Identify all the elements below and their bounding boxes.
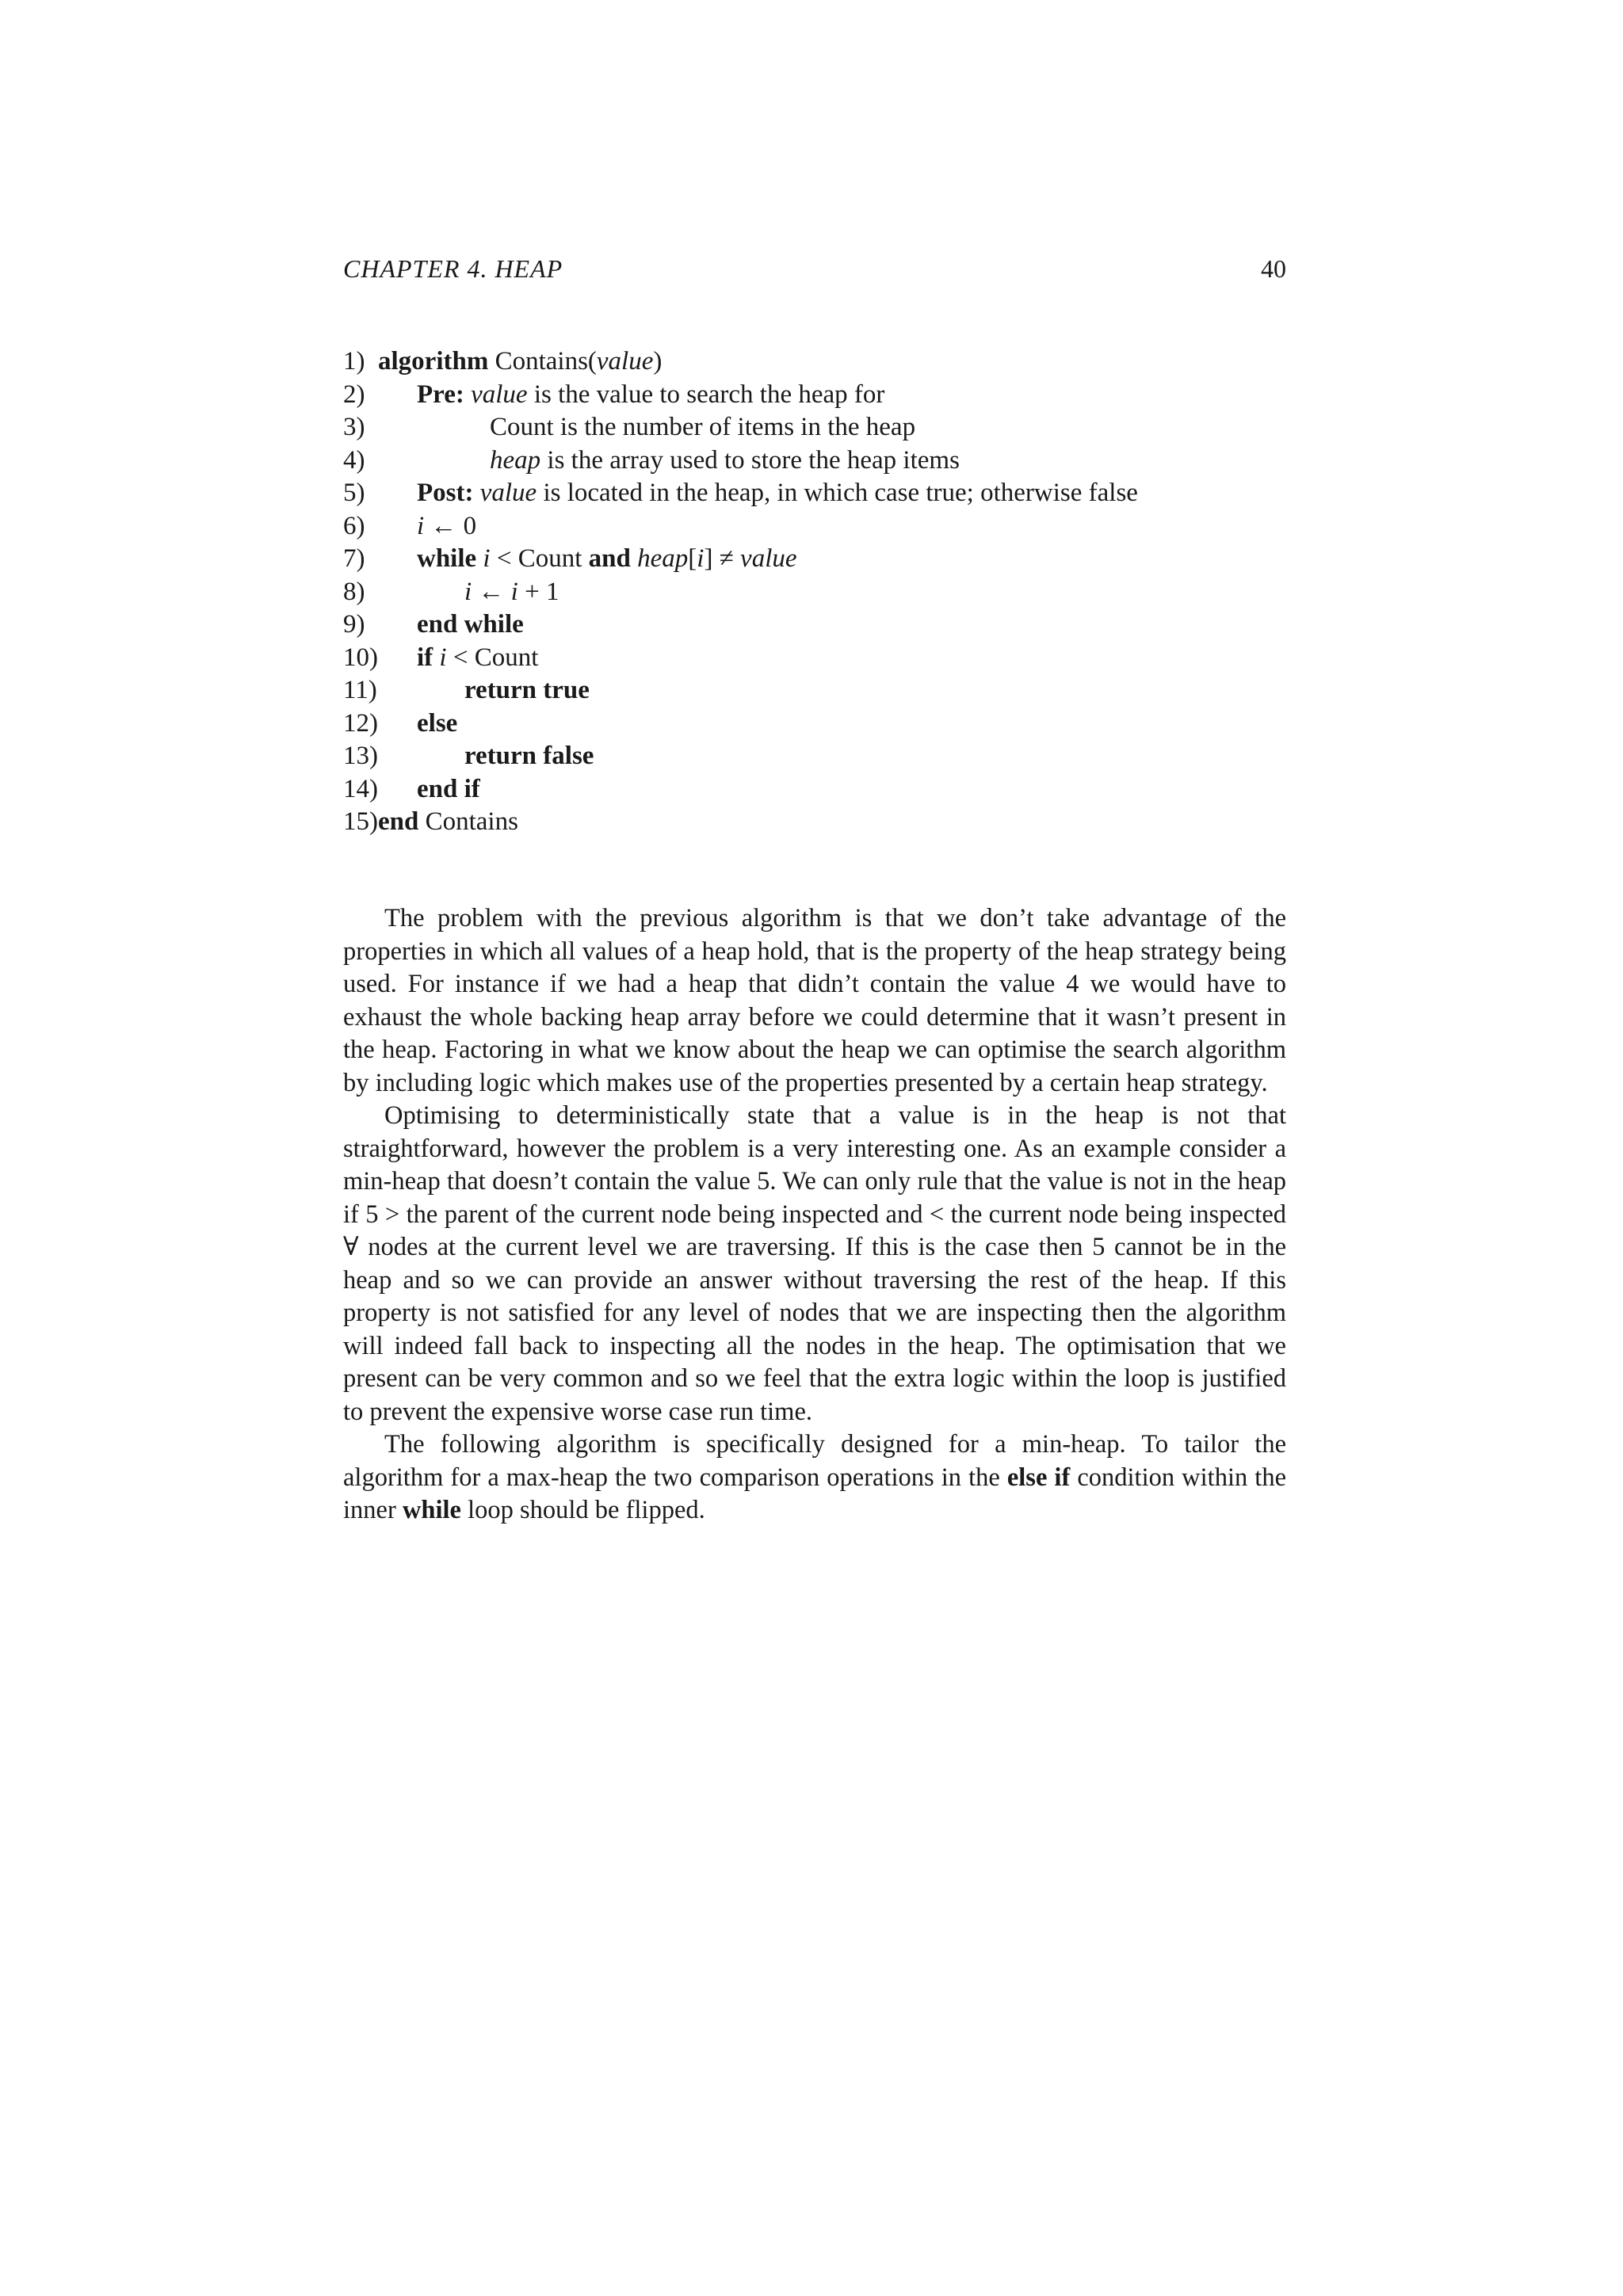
text-run: value [596,347,654,376]
line-code [417,477,1138,510]
text-run: is located in the heap, in which case true; otherwise false [537,479,1138,507]
text-run: ] ≠ [704,544,741,573]
line-number: 12) [343,708,378,738]
text-run: < Count [446,643,539,672]
line-number: 3) [343,413,365,441]
algorithm-line [343,379,1286,412]
line-number: 2) [343,379,365,409]
line-number: 8) [343,577,365,606]
text-run: value [740,544,797,573]
algorithm-line [343,411,1286,444]
text-run: i [464,577,472,606]
line-number: 9) [343,610,365,639]
text-run [631,544,637,573]
algorithm-line [343,510,1286,543]
line-code [378,806,518,839]
line-number: 6) [343,511,365,540]
text-run: return true [464,676,590,704]
text-run [473,479,479,507]
paragraph [343,1100,1286,1428]
line-number: 7) [343,544,365,573]
paragraph [343,902,1286,1100]
algorithm-line [343,642,1286,675]
chapter-title: CHAPTER 4. HEAP [343,254,563,283]
text-run: while [417,544,477,573]
text-run: value [479,479,537,507]
text-run: is the value to search the heap for [527,379,885,409]
algorithm-line [343,806,1286,839]
text-run: heap [637,544,689,573]
text-run: algorithm [378,347,489,376]
line-code [464,576,559,609]
text-run: ← 0 [424,511,477,540]
text-run: Post: [417,479,474,507]
text-run: [ [688,544,697,573]
text-run: ← [472,577,511,606]
line-code [490,444,960,478]
algorithm-line [343,576,1286,609]
running-header [343,250,1286,287]
text-run: ) [653,347,663,376]
line-code [417,707,457,741]
text-run: loop should be flipped. [460,1496,705,1524]
line-code [417,510,476,543]
document-page [343,0,1286,2296]
line-number: 11) [343,676,377,704]
line-code [378,345,662,379]
text-run: Pre: [417,379,464,409]
text-run: i [483,544,491,573]
text-run: Optimising to deterministically state that a value is in the heap is not that straightforward, however the problem is a very interesting one. As an example consider a min-heap that doesn’t contain the value 5. We can only rule that the value is not in the heap if 5 > the parent of the current node being inspected and < the current node being inspected ∀ nodes at the current level we are traversing. If this is the case then 5 cannot be in the heap and so we can provide an answer without traversing the rest of the heap. If this property is not satisfied for any level of nodes that we are inspecting then the algorithm will indeed fall back to inspecting all the nodes in the heap. The optimisation that we present can be very common and so we feel that the extra logic within the loop is justified to prevent the expensive worse case run time. [343,1101,1286,1426]
text-run: Contains( [488,347,597,376]
line-code [417,379,884,412]
line-number: 1) [343,347,365,376]
text-run: end [378,807,419,836]
algorithm-line [343,444,1286,478]
algorithm-line [343,477,1286,510]
text-run: i [439,643,447,672]
text-run: if [417,643,433,672]
text-run: Count is the number of items in the heap [490,413,916,441]
text-run: i [510,577,518,606]
text-run: condition within the inner [343,1463,1286,1524]
algorithm-listing [343,345,1286,839]
algorithm-line [343,608,1286,642]
line-code [417,773,480,807]
body-text [343,902,1286,1527]
text-run: end while [417,610,524,639]
algorithm-line [343,674,1286,707]
text-run: value [471,379,528,409]
text-run: else [417,708,458,738]
line-number: 10) [343,643,378,672]
text-run: i [417,511,425,540]
paragraph [343,1428,1286,1527]
text-run: and [588,544,631,573]
algorithm-line [343,740,1286,773]
line-number: 13) [343,742,378,770]
text-run: end if [417,774,480,803]
algorithm-line [343,345,1286,379]
text-run: is the array used to store the heap items [540,445,960,475]
page-number: 40 [1261,254,1286,283]
line-number: 14) [343,774,378,803]
line-code [464,674,590,707]
text-run: The problem with the previous algorithm is that we don’t take advantage of the properties in which all values of a heap hold, that is the property of the heap strategy being used. For instance if we had a heap that didn’t contain the value 4 we would have to exhaust the whole backing heap array before we could determine that it wasn’t present in the heap. Factoring in what we know about the heap we can optimise the search algorithm by including logic which makes use of the properties presented by a certain heap strategy. [343,904,1286,1097]
algorithm-line [343,707,1286,741]
text-run: heap [490,445,541,475]
line-number: 15) [343,807,378,836]
line-code [417,543,797,576]
text-run: i [697,544,705,573]
line-code [417,608,524,642]
text-run: The following algorithm is specifically designed for a min-heap. To tailor the algorithm for a max-heap the two comparison operations in the [343,1430,1286,1492]
text-run: + 1 [517,577,559,606]
line-code [464,740,594,773]
text-run: while [402,1496,461,1524]
algorithm-line [343,543,1286,576]
text-run: return false [464,742,594,770]
line-number: 4) [343,445,365,475]
text-run [464,380,471,409]
text-run: < Count [490,544,589,573]
line-code [490,411,915,444]
text-run: else if [1006,1463,1071,1492]
text-run: Contains [418,807,518,836]
line-number: 5) [343,479,365,507]
algorithm-line [343,773,1286,807]
line-code [417,642,538,675]
